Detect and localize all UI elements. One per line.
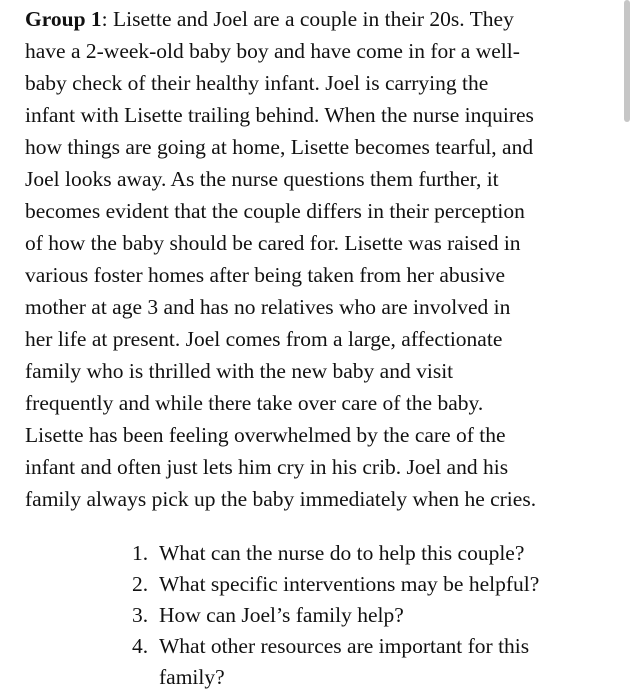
question-line: What specific interventions may be helpful? [159, 572, 540, 596]
question-line: What can the nurse do to help this couple? [159, 541, 525, 565]
paragraph-line: infant and often just lets him cry in his crib. Joel and his [25, 455, 509, 479]
paragraph-line: Lisette has been feeling overwhelmed by the care of the [25, 423, 506, 447]
paragraph-line: her life at present. Joel comes from a large, affectionate [25, 327, 503, 351]
paragraph-line: mother at age 3 and has no relatives who are involved in [25, 295, 511, 319]
question-item [132, 631, 612, 693]
case-paragraph [25, 3, 625, 515]
question-line: family? [159, 665, 225, 689]
paragraph-line: infant with Lisette trailing behind. When the nurse inquires [25, 103, 534, 127]
question-number: 4. [132, 634, 149, 658]
question-number: 2. [132, 572, 149, 596]
question-number: 3. [132, 603, 149, 627]
question-line: How can Joel’s family help? [159, 603, 404, 627]
paragraph-line: how things are going at home, Lisette becomes tearful, and [25, 135, 534, 159]
paragraph-line: family always pick up the baby immediately when he cries. [25, 487, 537, 511]
question-text [159, 631, 529, 693]
question-text [159, 600, 404, 631]
question-number: 1. [132, 541, 149, 565]
question-text [159, 569, 539, 600]
paragraph-line: frequently and while there take over care of the baby. [25, 391, 484, 415]
question-item [132, 600, 612, 631]
question-text [159, 538, 524, 569]
vertical-scrollbar[interactable] [624, 0, 630, 122]
paragraph-line [25, 3, 625, 35]
paragraph-line: family who is thrilled with the new baby and visit [25, 359, 454, 383]
question-line: What other resources are important for this [159, 634, 530, 658]
group-label: Group 1 [25, 7, 102, 31]
paragraph-line: of how the baby should be cared for. Lisette was raised in [25, 231, 521, 255]
paragraph-first-line-text: : Lisette and Joel are a couple in their 20s. They [101, 7, 514, 31]
question-list [132, 538, 612, 693]
paragraph-line: various foster homes after being taken from her abusive [25, 263, 506, 287]
paragraph-line: becomes evident that the couple differs in their perception [25, 199, 525, 223]
question-item [132, 569, 612, 600]
paragraph-line: have a 2-week-old baby boy and have come in for a well- [25, 39, 520, 63]
paragraph-line: Joel looks away. As the nurse questions them further, it [25, 167, 499, 191]
question-item [132, 538, 612, 569]
paragraph-line: baby check of their healthy infant. Joel is carrying the [25, 71, 489, 95]
